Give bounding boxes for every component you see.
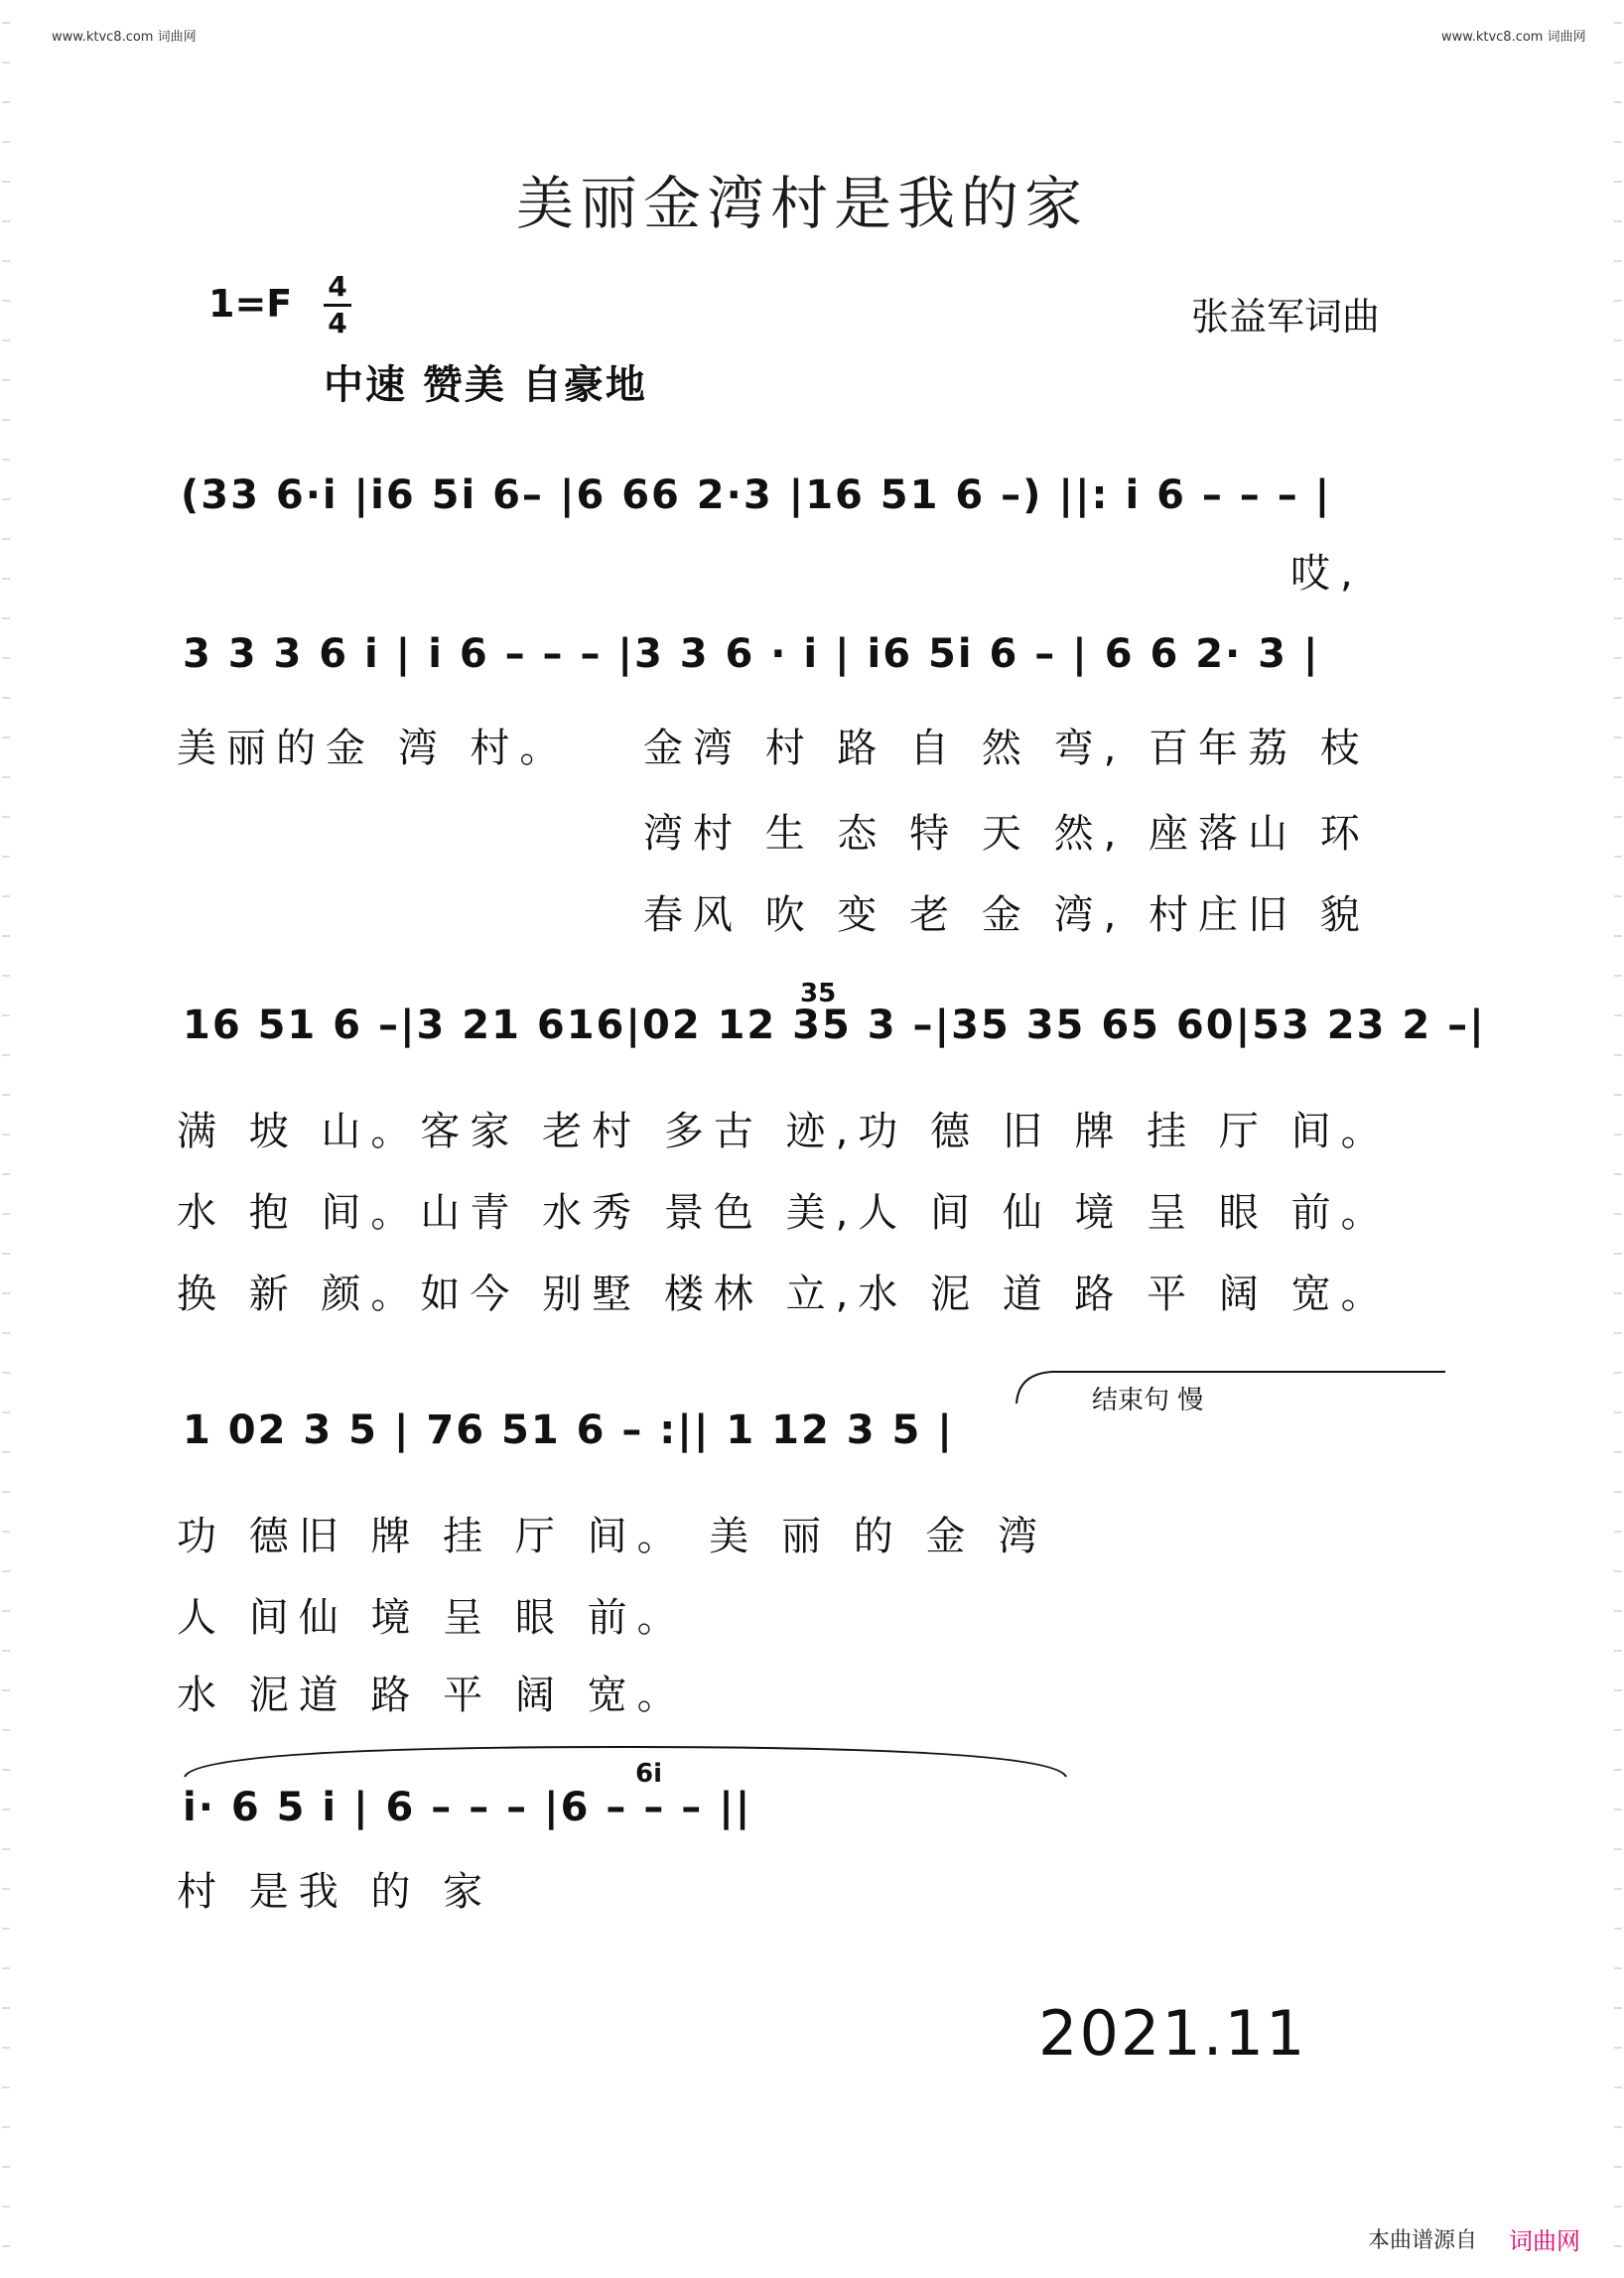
composition-date: 2021.11 [1038, 1997, 1307, 2070]
system2-lyric-4: 春风 吹 变 老 金 湾, 村庄旧 貌 [643, 892, 1370, 938]
time-signature-top: 4 [328, 270, 347, 303]
system4-lyric-2: 人 间仙 境 呈 眼 前。 [177, 1595, 687, 1641]
system5-grace-note: 6i [635, 1759, 663, 1789]
time-signature-bottom: 4 [328, 307, 347, 339]
system1-lyric: 哎, [1290, 551, 1363, 597]
system2-lyric-3: 湾村 生 态 特 天 然, 座落山 环 [643, 811, 1370, 857]
system4-notes: 1 02 3 5 | 76 51 6 – :|| 1 12 3 5 | [183, 1407, 954, 1453]
ending-annotation: 结束句 慢 [1092, 1386, 1204, 1415]
footer-site-link[interactable]: 词曲网 [1509, 2227, 1580, 2255]
system5-notes: i· 6 5 i | 6 – – – |6 – – – || [183, 1785, 752, 1830]
song-title: 美丽金湾村是我的家 [516, 170, 1089, 237]
system4-lyric-3: 水 泥道 路 平 阔 宽。 [177, 1673, 687, 1718]
system3-lyric-1: 满 坡 山。客家 老村 多古 迹,功 德 旧 牌 挂 厅 间。 [177, 1109, 1391, 1154]
system2-lyric-2: 金湾 村 路 自 然 弯, 百年荔 枝 [643, 726, 1370, 771]
system5-lyric: 村 是我 的 家 [177, 1869, 493, 1915]
system5-slur [179, 1741, 1072, 1781]
system3-lyric-2: 水 抱 间。山青 水秀 景色 美,人 间 仙 境 呈 眼 前。 [177, 1190, 1391, 1236]
system3-notes: 16 51 6 –|3 21 616|02 12 35 3 –|35 35 65 60|53 23 2 –| [183, 1003, 1486, 1048]
system2-notes: 3 3 3 6 i | i 6 – – – |3 3 6 · i | i6 5i 6 – | 6 6 2· 3 | [183, 631, 1320, 677]
header-watermark-right: www.ktvc8.com 词曲网 [1441, 30, 1586, 45]
right-watermark-strip [1614, 0, 1622, 2278]
system1-notes: (33 6·i |i6 5i 6– |6 66 2·3 |16 51 6 –) ||: i 6 – – – | [181, 472, 1332, 518]
time-signature [324, 272, 351, 338]
footer-source-label: 本曲谱源自 [1368, 2228, 1478, 2253]
author-credit: 张益军词曲 [1191, 295, 1381, 338]
system3-lyric-3: 换 新 颜。如今 别墅 楼林 立,水 泥 道 路 平 阔 宽。 [177, 1272, 1391, 1317]
system4-lyric-1: 功 德旧 牌 挂 厅 间。 美 丽 的 金 湾 [177, 1514, 1048, 1559]
left-watermark-strip [2, 0, 10, 2278]
system3-grace-note: 35 [800, 979, 837, 1008]
key-signature: 1=F [208, 282, 293, 326]
ending-bracket [1013, 1368, 1449, 1407]
tempo-marking: 中速 赞美 自豪地 [324, 362, 647, 408]
header-watermark-left: www.ktvc8.com 词曲网 [52, 30, 197, 45]
system2-lyric-1: 美丽的金 湾 村。 [177, 726, 570, 771]
